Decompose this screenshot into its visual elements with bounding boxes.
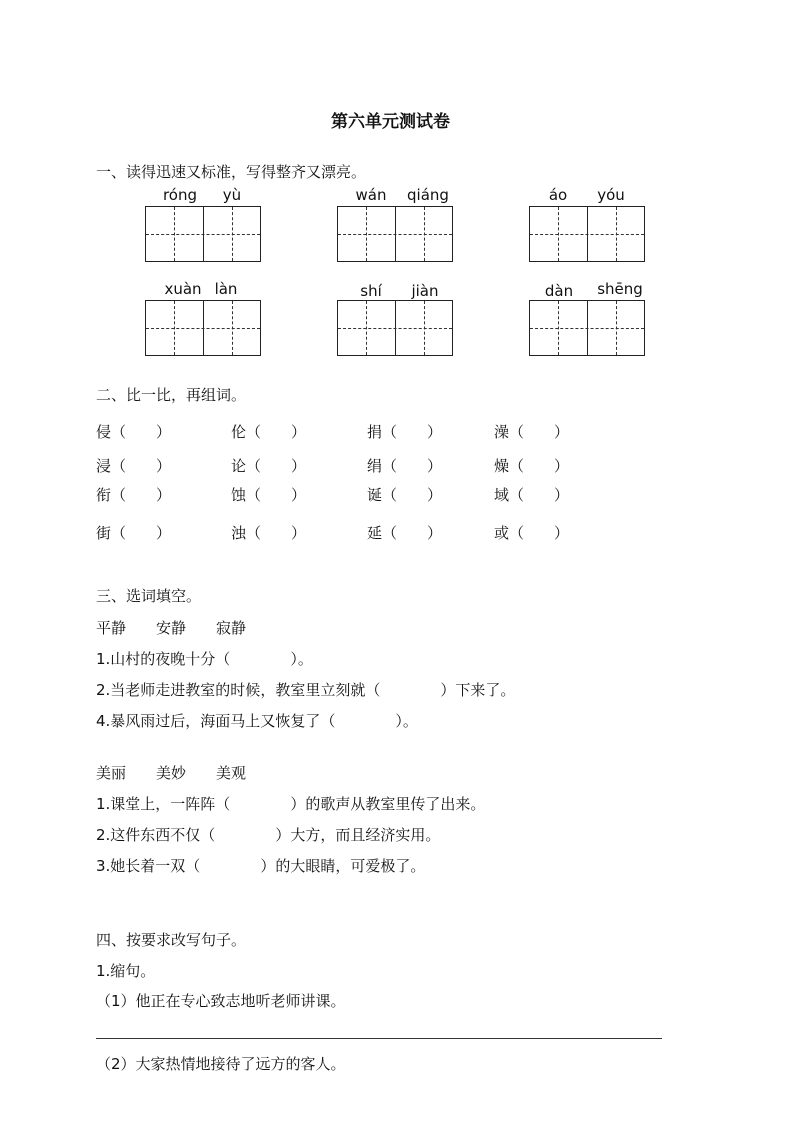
fill-item: 2.这件东西不仅（ ）大方，而且经济实用。 [96,826,441,844]
pinyin-label: róng [162,186,198,204]
subsection-label: 1.缩句。 [96,962,156,980]
word-item: 街（ ） [96,524,172,542]
writing-grid[interactable] [145,206,261,262]
word-item: 蚀（ ） [231,486,307,504]
fill-item: 1.山村的夜晚十分（ ）。 [96,650,313,668]
word-item: 伦（ ） [231,423,307,441]
pinyin-label: yù [222,186,242,204]
word-item: 或（ ） [494,524,570,542]
pinyin-label: yóu [597,186,625,204]
question-item: （2）大家热情地接待了远方的客人。 [96,1055,346,1073]
word-choices: 平静 安静 寂静 [96,619,247,637]
section-3-heading: 三、选词填空。 [96,587,202,605]
word-item: 澡（ ） [494,423,570,441]
pinyin-label: shēng [597,280,643,298]
section-1-heading: 一、读得迅速又标准，写得整齐又漂亮。 [96,163,367,181]
section-4-heading: 四、按要求改写句子。 [96,931,247,949]
word-item: 延（ ） [367,524,443,542]
pinyin-label: qiáng [407,186,449,204]
page-title: 第六单元测试卷 [331,112,450,132]
section-2-heading: 二、比一比，再组词。 [96,386,247,404]
writing-grid[interactable] [337,300,453,356]
word-item: 浸（ ） [96,457,172,475]
word-item: 侵（ ） [96,423,172,441]
pinyin-label: áo [548,186,568,204]
word-item: 论（ ） [231,457,307,475]
fill-item: 1.课堂上，一阵阵（ ）的歌声从教室里传了出来。 [96,795,486,813]
question-item: （1）他正在专心致志地听老师讲课。 [96,992,346,1010]
word-item: 衔（ ） [96,486,172,504]
fill-item: 3.她长着一双（ ）的大眼睛，可爱极了。 [96,857,426,875]
writing-grid[interactable] [529,206,645,262]
word-item: 域（ ） [494,486,570,504]
answer-line[interactable] [96,1038,662,1039]
word-item: 捐（ ） [367,423,443,441]
fill-item: 2.当老师走进教室的时候，教室里立刻就（ ）下来了。 [96,681,516,699]
pinyin-label: dàn [544,282,574,300]
word-item: 浊（ ） [231,524,307,542]
word-item: 绢（ ） [367,457,443,475]
word-item: 燥（ ） [494,457,570,475]
pinyin-label: xuàn [164,280,202,298]
fill-item: 4.暴风雨过后，海面马上又恢复了（ ）。 [96,712,418,730]
writing-grid[interactable] [145,300,261,356]
word-item: 诞（ ） [367,486,443,504]
word-choices: 美丽 美妙 美观 [96,764,247,782]
writing-grid[interactable] [529,300,645,356]
writing-grid[interactable] [337,206,453,262]
pinyin-label: jiàn [411,282,439,300]
pinyin-label: shí [360,282,382,300]
pinyin-label: wán [355,186,387,204]
pinyin-label: làn [214,280,238,298]
